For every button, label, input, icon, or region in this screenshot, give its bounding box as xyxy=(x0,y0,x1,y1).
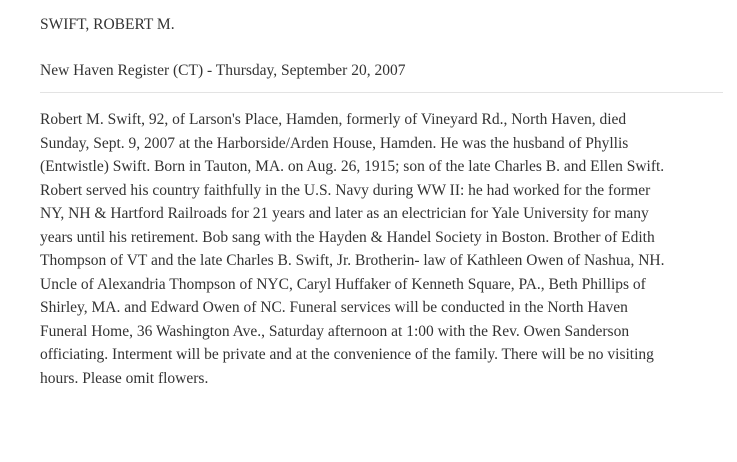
publication-source-line: New Haven Register (CT) - Thursday, September 20, 2007 xyxy=(40,62,406,79)
obituary-line: Robert served his country faithfully in the U.S. Navy during WW II: he had worked for the former xyxy=(40,181,651,199)
obituary-line: (Entwistle) Swift. Born in Tauton, MA. on Aug. 26, 1915; son of the late Charles B. and Ellen Swift. xyxy=(40,158,665,175)
header-divider xyxy=(40,92,723,93)
obituary-line: Robert M. Swift, 92, of Larson's Place, Hamden, formerly of Vineyard Rd., North Haven, died xyxy=(40,111,627,128)
obituary-line: Uncle of Alexandria Thompson of NYC, Caryl Huffaker of Kenneth Square, PA., Beth Phillips of xyxy=(40,275,646,293)
obituary-line: Thompson of VT and the late Charles B. Swift, Jr. Brotherin- law of Kathleen Owen of Nashua, NH. xyxy=(40,252,665,269)
obituary-line: hours. Please omit flowers. xyxy=(40,369,209,387)
obituary-line: years until his retirement. Bob sang with the Hayden & Handel Society in Boston. Brother of Edith xyxy=(40,228,655,246)
deceased-name-heading: SWIFT, ROBERT M. xyxy=(40,16,175,33)
obituary-line: officiating. Interment will be private and at the convenience of the family. There will be no visiting xyxy=(40,346,654,363)
obituary-line: Funeral Home, 36 Washington Ave., Saturday afternoon at 1:00 with the Rev. Owen Sanderson xyxy=(40,322,630,340)
obituary-body xyxy=(40,108,730,390)
obituary-line: Shirley, MA. and Edward Owen of NC. Funeral services will be conducted in the North Haven xyxy=(40,299,628,316)
obituary-line: Sunday, Sept. 9, 2007 at the Harborside/Arden House, Hamden. He was the husband of Phyllis xyxy=(40,134,629,152)
obituary-line: NY, NH & Hartford Railroads for 21 years and later as an electrician for Yale University for many xyxy=(40,205,649,222)
